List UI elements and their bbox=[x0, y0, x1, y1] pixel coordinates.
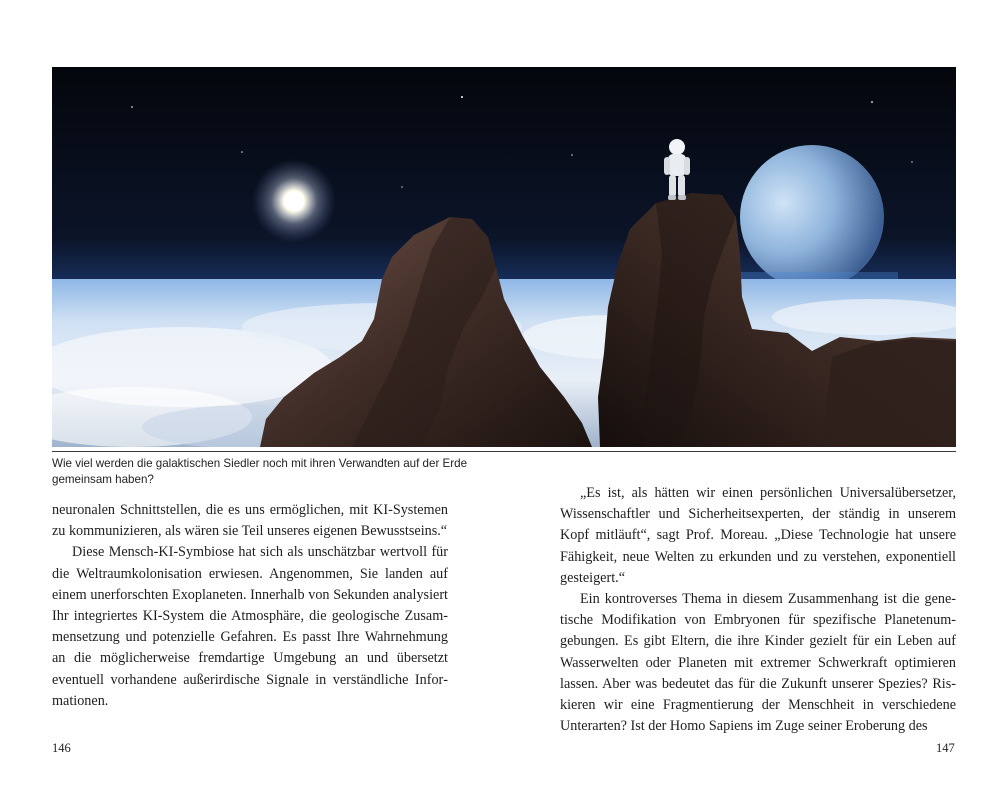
paragraph: Diese Mensch-KI-Symbiose hat sich als unschätzbar wertvoll für die Weltraumkolonisation erwiesen. Angenommen, Sie landen auf einem unerforschten Exoplaneten. Innerhalb von Sekunden analysiert Ihr integriertes KI-System die Atmosphäre, die geologische Zusammensetzung und potenzielle Gefahren. Es passt Ihre Wahrnehmung an die möglicherweise fremdartige Umgebung an und übersetzt eventuell vorhandene außerirdische Signale in verständliche Informationen. bbox=[52, 544, 448, 709]
paragraph: „Es ist, als hätten wir einen persönlichen Universalübersetzer, Wissenschaftler und Sicherheitsexperten, der ständig in unserem Kopf mitläuft“, sagt Prof. Moreau. „Diese Technologie hat unsere Fähigkeit, neue Welten zu erkunden und zu verstehen, exponentiell gesteigert.“ bbox=[560, 485, 956, 586]
left-page-text bbox=[52, 500, 448, 712]
paragraph: Ein kontroverses Thema in diesem Zusammenhang ist die genetische Modifikation von Embryonen für spezifische Planetenumgebungen. Es gibt Eltern, die ihre Kinder gezielt für ein Leben auf Wasserwelten oder Planeten mit extremer Schwerkraft optimieren lassen. Aber was bedeutet das für die Zukunft unserer Spezies? Riskieren wir eine Fragmentierung der Menschheit in verschiedene Unterarten? Ist der Homo Sapiens im Zuge seiner Eroberung des bbox=[560, 591, 956, 735]
paragraph: neuronalen Schnittstellen, die es uns ermöglichen, mit KI-Systemen zu kommunizieren, als wären sie Teil unseres eigenen Bewusstseins.“ bbox=[52, 502, 448, 540]
figure-caption: Wie viel werden die galaktischen Siedler noch mit ihren Verwandten auf der Erde gemeinsam haben? bbox=[52, 457, 468, 486]
page-number-left: 146 bbox=[52, 741, 71, 755]
right-page-text bbox=[560, 483, 956, 737]
astronaut-illustration bbox=[52, 67, 956, 447]
caption-divider bbox=[52, 451, 956, 452]
space-photo bbox=[52, 67, 956, 447]
page-number-right: 147 bbox=[936, 741, 955, 755]
